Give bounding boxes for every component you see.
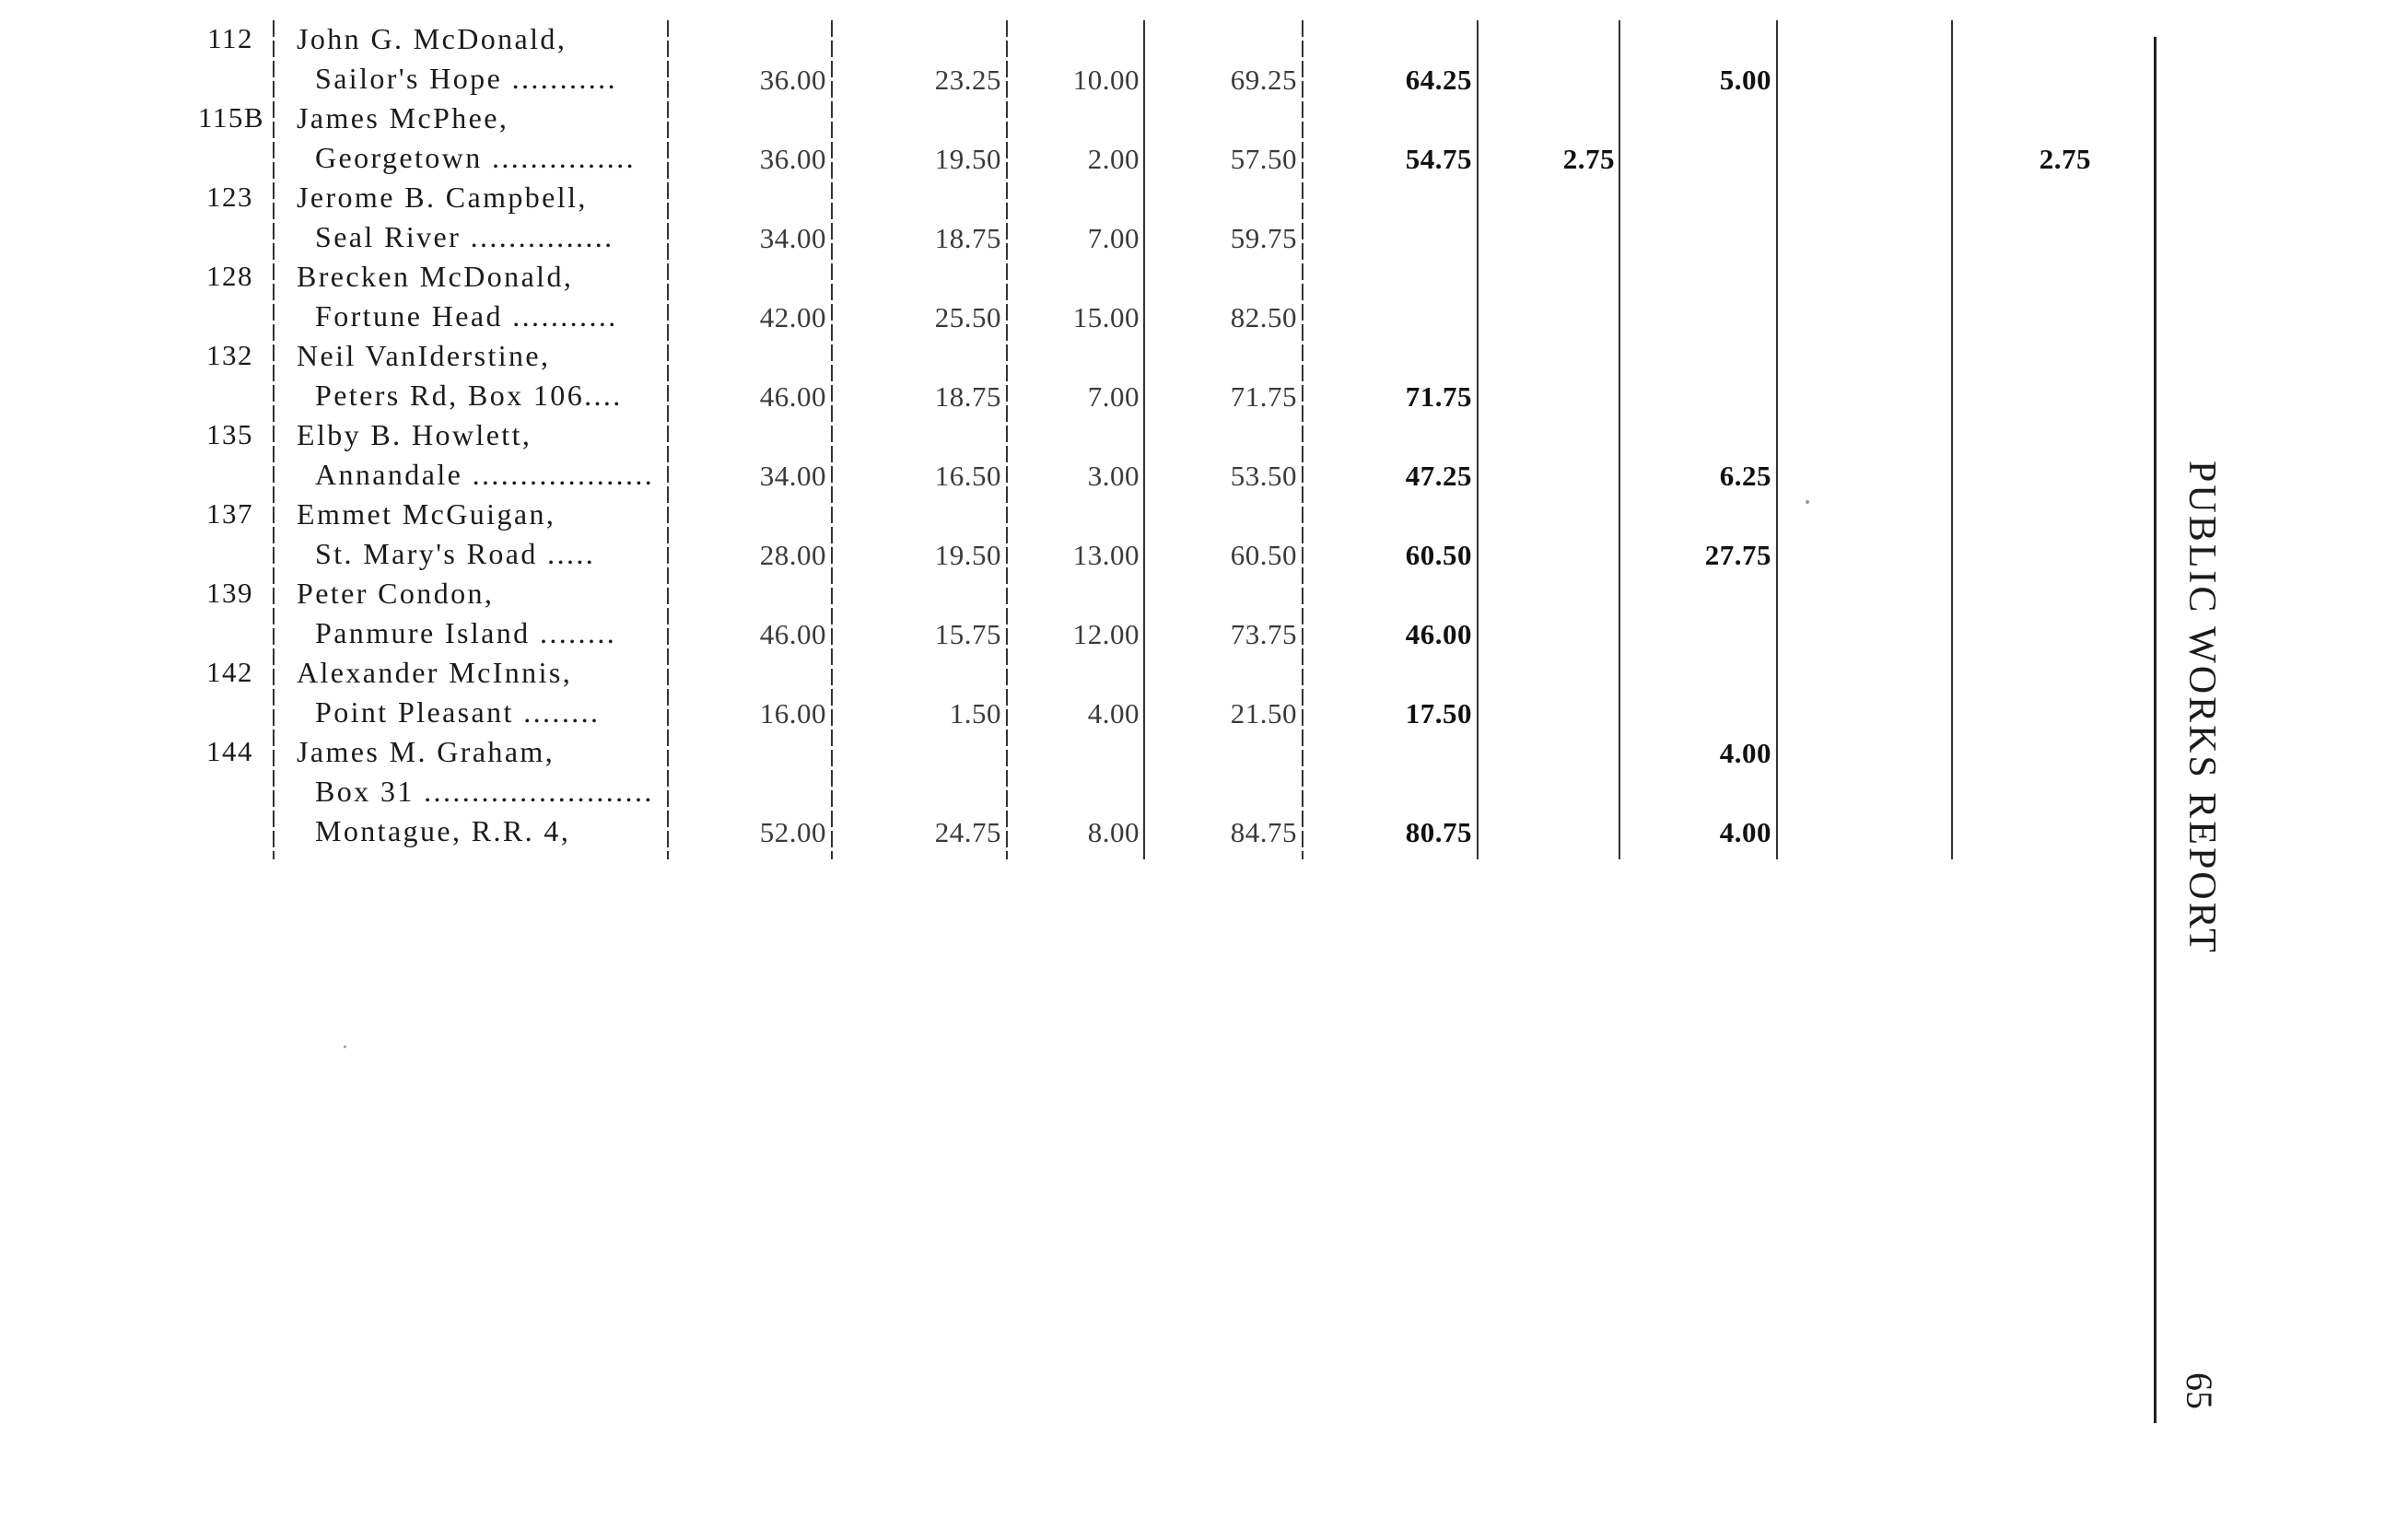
amount-col-1: 16.00 [759,697,826,729]
entry-number: 144 [206,735,253,767]
amount-col-3: 7.00 [1087,222,1140,254]
entry-number: 139 [206,577,253,609]
amount-col-3: 13.00 [1072,539,1140,571]
amount-col-2: 24.75 [934,816,1001,848]
entry-number: 137 [206,497,253,530]
entry-address: Sailor's Hope ........... [315,62,617,95]
entry-name: Alexander McInnis, [297,656,573,689]
amount-col-7-upper: 27.75 [1704,539,1771,571]
amount-col-3: 3.00 [1087,460,1140,492]
entry-name: Elby B. Howlett, [297,418,532,451]
amount-col-2: 19.50 [934,539,1001,571]
column-divider [1006,20,1008,859]
amount-col-2: 18.75 [934,222,1001,254]
column-divider [1302,20,1303,859]
amount-col-3: 8.00 [1087,816,1140,848]
amount-col-1: 34.00 [759,222,826,254]
amount-col-7: 5.00 [1719,64,1771,96]
entry-name: Brecken McDonald, [297,260,574,293]
amount-col-1: 46.00 [759,380,826,413]
entry-name: Peter Condon, [297,577,495,610]
amount-col-5: 80.75 [1405,816,1472,848]
amount-col-3: 2.00 [1087,143,1140,175]
entry-name: James M. Graham, [297,735,555,768]
entry-address: Point Pleasant ........ [315,695,601,729]
entry-number: 112 [207,22,253,54]
amount-col-2: 1.50 [949,697,1001,729]
amount-col-4: 71.75 [1230,380,1297,413]
amount-col-6: 2.75 [1562,143,1615,175]
amount-col-3: 7.00 [1087,380,1140,413]
paper-speck [1806,500,1809,504]
entry-number: 123 [206,181,253,213]
amount-col-5: 64.25 [1405,64,1472,96]
amount-col-5: 46.00 [1405,618,1472,650]
amount-col-9: 2.75 [2039,143,2091,175]
amount-col-3: 4.00 [1087,697,1140,729]
amount-col-1: 46.00 [759,618,826,650]
report-title: PUBLIC WORKS REPORT [2180,461,2223,955]
entry-address: Annandale ................... [315,458,655,491]
amount-col-4: 59.75 [1230,222,1297,254]
amount-col-1: 42.00 [759,301,826,333]
amount-col-7: 6.25 [1719,460,1771,492]
amount-col-5: 17.50 [1405,697,1472,729]
amount-col-3: 10.00 [1072,64,1140,96]
amount-col-4: 73.75 [1230,618,1297,650]
column-divider [1776,20,1778,859]
page-number: 65 [2179,1372,2220,1409]
column-divider [1951,20,1953,859]
entry-address: Montague, R.R. 4, [315,814,571,847]
entry-number: 132 [206,339,253,371]
amount-col-1: 52.00 [759,816,826,848]
amount-col-1: 36.00 [759,64,826,96]
amount-col-5: 71.75 [1405,380,1472,413]
amount-col-4: 21.50 [1230,697,1297,729]
amount-col-2: 23.25 [934,64,1001,96]
entry-name: Neil VanIderstine, [297,339,551,372]
entry-name: Emmet McGuigan, [297,497,556,531]
entry-address: Georgetown ............... [315,141,636,174]
entry-number: 115B [198,101,265,134]
entry-name: Jerome B. Campbell, [297,181,588,214]
amount-col-2: 15.75 [934,618,1001,650]
amount-col-3: 12.00 [1072,618,1140,650]
entry-address: Peters Rd, Box 106.... [315,379,623,412]
amount-col-5: 60.50 [1405,539,1472,571]
column-divider [831,20,833,859]
column-divider [273,20,275,859]
amount-col-1: 36.00 [759,143,826,175]
amount-col-2: 16.50 [934,460,1001,492]
amount-col-5: 47.25 [1405,460,1472,492]
amount-col-4: 84.75 [1230,816,1297,848]
column-divider [667,20,669,859]
amount-col-5: 54.75 [1405,143,1472,175]
entry-address: Seal River ............... [315,220,614,253]
entry-number: 142 [206,656,253,688]
amount-col-1: 34.00 [759,460,826,492]
amount-col-4: 57.50 [1230,143,1297,175]
paper-speck [344,1045,346,1048]
column-divider [1477,20,1479,859]
column-divider [1143,20,1145,859]
entry-address: Box 31 ........................ [315,775,654,808]
entry-address: Panmure Island ........ [315,616,617,649]
right-margin-rule [2154,37,2157,1423]
amount-col-3: 15.00 [1072,301,1140,333]
amount-col-4: 82.50 [1230,301,1297,333]
amount-col-7: 4.00 [1719,816,1771,848]
entry-number: 135 [206,418,253,450]
column-divider [1619,20,1620,859]
amount-col-2: 25.50 [934,301,1001,333]
amount-col-1: 28.00 [759,539,826,571]
entry-name: James McPhee, [297,101,509,134]
entry-address: Fortune Head ........... [315,299,618,333]
amount-col-2: 18.75 [934,380,1001,413]
amount-col-4: 69.25 [1230,64,1297,96]
entry-number: 128 [206,260,253,292]
amount-col-7-upper: 4.00 [1719,737,1771,769]
amount-col-4: 60.50 [1230,539,1297,571]
entry-address: St. Mary's Road ..... [315,537,596,570]
amount-col-2: 19.50 [934,143,1001,175]
amount-col-4: 53.50 [1230,460,1297,492]
entry-name: John G. McDonald, [297,22,567,55]
